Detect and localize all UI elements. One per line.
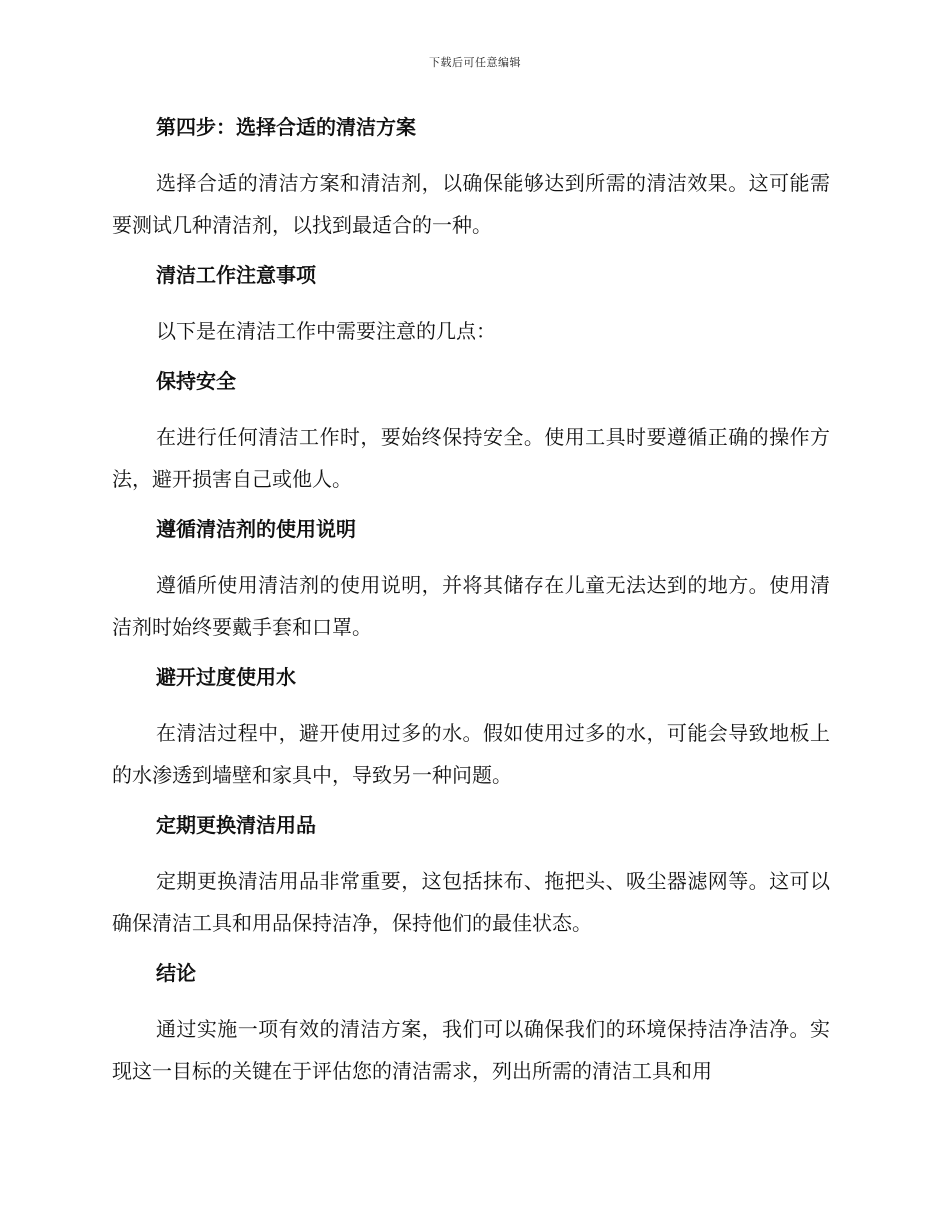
section-stay-safe [112, 362, 830, 500]
section-follow-instructions [112, 510, 830, 648]
document-body [112, 108, 830, 1102]
section-heading: 第四步：选择合适的清洁方案 [156, 115, 416, 139]
section-heading: 避开过度使用水 [156, 665, 296, 689]
section-heading: 结论 [156, 961, 196, 985]
section-paragraph: 在进行任何清洁工作时，要始终保持安全。使用工具时要遵循正确的操作方法，避开损害自己或他人。 [112, 425, 830, 491]
section-paragraph: 通过实施一项有效的清洁方案，我们可以确保我们的环境保持洁净洁净。实现这一目标的关键在于评估您的清洁需求，列出所需的清洁工具和用 [112, 1017, 830, 1083]
section-paragraph: 定期更换清洁用品非常重要，这包括抹布、拖把头、吸尘器滤网等。这可以确保清洁工具和用品保持洁净，保持他们的最佳状态。 [112, 869, 830, 935]
section-heading: 遵循清洁剂的使用说明 [156, 517, 356, 541]
section-conclusion [112, 954, 830, 1092]
section-replace-supplies [112, 806, 830, 944]
section-paragraph: 以下是在清洁工作中需要注意的几点： [156, 319, 496, 343]
header-note: 下载后可任意编辑 [429, 56, 521, 69]
section-avoid-water [112, 658, 830, 796]
section-heading: 定期更换清洁用品 [156, 813, 316, 837]
section-paragraph: 在清洁过程中，避开使用过多的水。假如使用过多的水，可能会导致地板上的水渗透到墙壁和家具中，导致另一种问题。 [112, 721, 830, 787]
section-step-four [112, 108, 830, 246]
section-heading: 保持安全 [156, 369, 236, 393]
section-heading: 清洁工作注意事项 [156, 263, 316, 287]
section-cleaning-notes [112, 256, 830, 352]
section-paragraph: 遵循所使用清洁剂的使用说明，并将其储存在儿童无法达到的地方。使用清洁剂时始终要戴手套和口罩。 [112, 573, 830, 639]
section-paragraph: 选择合适的清洁方案和清洁剂，以确保能够达到所需的清洁效果。这可能需要测试几种清洁剂，以找到最适合的一种。 [112, 171, 830, 237]
